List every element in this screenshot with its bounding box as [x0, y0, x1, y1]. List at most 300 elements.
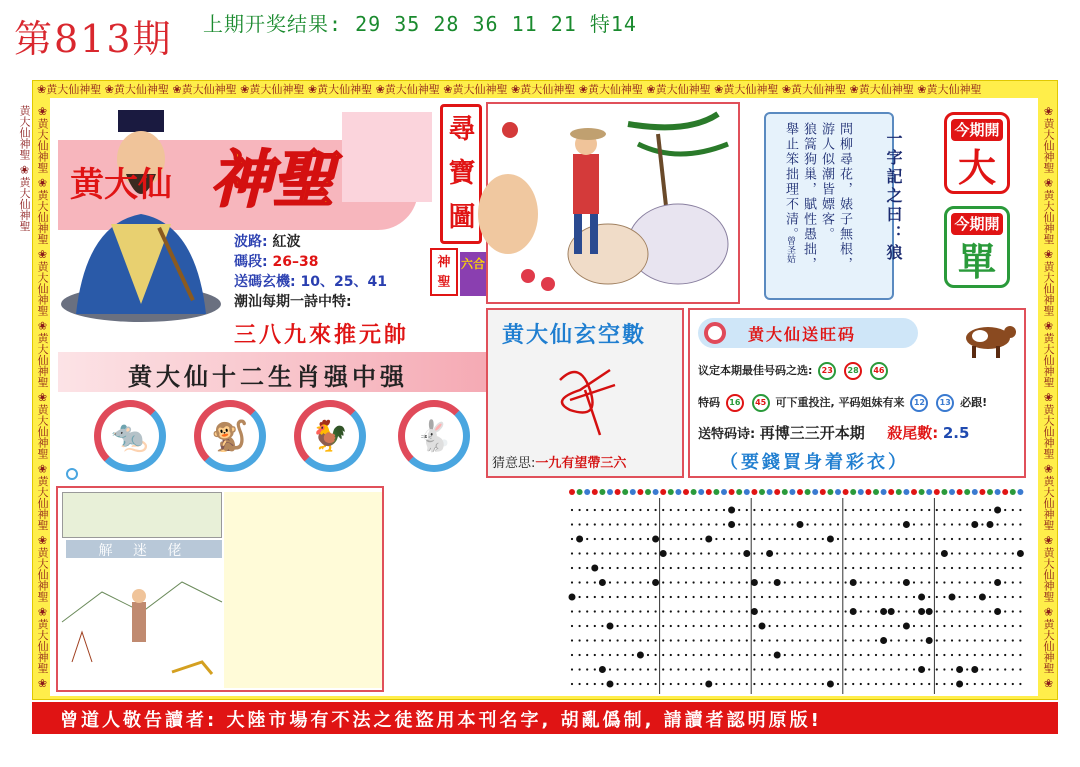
grid-header-dot: [865, 489, 871, 495]
grid-dot: [997, 552, 999, 554]
grid-dot: [989, 668, 991, 670]
grid-dot: [875, 552, 877, 554]
grid-dot: [974, 552, 976, 554]
grid-dot: [989, 639, 991, 641]
grid-dot: [936, 668, 938, 670]
grid-dot: [799, 596, 801, 598]
grid-dot: [624, 567, 626, 569]
grid-dot: [769, 509, 771, 511]
grid-dot: [890, 625, 892, 627]
grid-dot: [921, 567, 923, 569]
grid-dot: [807, 625, 809, 627]
grid-header-dot: [713, 489, 719, 495]
grid-dot: [883, 668, 885, 670]
grid-dot: [883, 538, 885, 540]
grid-dot: [769, 538, 771, 540]
grid-dot: [860, 581, 862, 583]
grid-dot: [959, 509, 961, 511]
grid-dot: [601, 683, 603, 685]
grid-dot: [959, 654, 961, 656]
grid-dot: [784, 567, 786, 569]
range-value: 26–38: [272, 254, 319, 270]
grid-dot: [822, 683, 824, 685]
grid-dot: [928, 581, 930, 583]
grid-dot: [617, 538, 619, 540]
scroll-lines: [782, 122, 852, 297]
grid-dot: [655, 509, 657, 511]
grid-dot: [997, 654, 999, 656]
grid-dot: [708, 639, 710, 641]
grid-dot: [875, 683, 877, 685]
grid-dot: [890, 509, 892, 511]
grid-dot: [994, 507, 1001, 514]
grid-dot: [743, 550, 750, 557]
grid-dot: [715, 654, 717, 656]
grid-dot: [746, 610, 748, 612]
grid-dot: [579, 668, 581, 670]
grid-dot: [715, 581, 717, 583]
grid-dot: [708, 625, 710, 627]
grid-dot: [617, 567, 619, 569]
grid-dot: [943, 683, 945, 685]
yellow-note-area: [224, 492, 382, 688]
grid-dot: [705, 536, 712, 543]
god-figure-illustration: [56, 104, 226, 324]
grid-dot: [989, 509, 991, 511]
grid-dot: [852, 639, 854, 641]
grid-dot: [601, 639, 603, 641]
grid-header-dot: [827, 489, 833, 495]
grid-dot: [700, 668, 702, 670]
grid-dot: [943, 509, 945, 511]
grid-dot: [639, 538, 641, 540]
wangma-line-3: [698, 422, 969, 443]
grid-dot: [586, 567, 588, 569]
grid-dot: [845, 683, 847, 685]
grid-header-dot: [637, 489, 643, 495]
grid-header-dot: [941, 489, 947, 495]
riddle-panel: [56, 486, 384, 692]
grid-dot: [903, 623, 910, 630]
ring-icon: [704, 322, 726, 344]
grid-dot: [715, 683, 717, 685]
grid-dot: [936, 596, 938, 598]
grid-dot: [860, 683, 862, 685]
grid-dot: [601, 567, 603, 569]
grid-dot: [784, 523, 786, 525]
grid-dot: [609, 654, 611, 656]
grid-dot: [769, 668, 771, 670]
grid-dot: [761, 654, 763, 656]
grid-dot: [693, 596, 695, 598]
grid-dot: [845, 639, 847, 641]
grid-dot: [579, 552, 581, 554]
grid-dot: [898, 596, 900, 598]
grid-dot: [655, 625, 657, 627]
grid-dot: [799, 668, 801, 670]
grid-dot: [951, 552, 953, 554]
grid-dot: [784, 683, 786, 685]
grid-dot: [639, 668, 641, 670]
grid-header-dot: [919, 489, 925, 495]
grid-dot: [617, 523, 619, 525]
grid-dot: [693, 538, 695, 540]
grid-dot: [837, 596, 839, 598]
grid-dot: [761, 668, 763, 670]
frame-pattern-top: ❀黄大仙神聖 ❀黄大仙神聖 ❀黄大仙神聖 ❀黄大仙神聖 ❀黄大仙神聖 ❀黄大仙神聖 ❀黄大仙神聖 ❀黄大仙神聖 ❀黄大仙神聖 ❀黄大仙神聖 ❀黄大仙神聖 ❀黄大仙神聖 ❀黄大仙神聖 ❀黄大仙神聖: [37, 83, 982, 96]
grid-dot: [647, 596, 649, 598]
grid-dot: [936, 683, 938, 685]
grid-dot: [981, 654, 983, 656]
grid-dot: [974, 567, 976, 569]
grid-dot: [890, 683, 892, 685]
grid-dot: [670, 668, 672, 670]
last-result: 上期开奖结果: 29 35 28 36 11 21 特14: [203, 12, 637, 36]
grid-dot: [913, 639, 915, 641]
grid-dot: [981, 567, 983, 569]
grid-dot: [708, 581, 710, 583]
grid-dot: [822, 509, 824, 511]
grid-dot: [715, 538, 717, 540]
grid-header-dot: [1017, 489, 1023, 495]
grid-dot: [997, 538, 999, 540]
grid-dot: [898, 552, 900, 554]
scroll-title: 一字記之曰：狼: [884, 130, 903, 263]
grid-dot: [1012, 581, 1014, 583]
grid-dot: [715, 523, 717, 525]
grid-dot: [708, 596, 710, 598]
grid-dot: [662, 509, 664, 511]
grid-dot: [617, 654, 619, 656]
grid-dot: [951, 581, 953, 583]
grid-dot: [966, 581, 968, 583]
grid-dot: [738, 639, 740, 641]
grid-dot: [822, 639, 824, 641]
grid-dot: [677, 523, 679, 525]
open-big-label: 今期開: [951, 119, 1003, 141]
grid-dot: [639, 523, 641, 525]
poem-code-value: 再博三三开本期: [759, 424, 865, 442]
grid-dot: [903, 521, 910, 528]
grid-dot: [723, 610, 725, 612]
grid-dot: [761, 567, 763, 569]
grid-header-dot: [979, 489, 985, 495]
grid-dot: [751, 579, 758, 586]
grid-dot: [875, 581, 877, 583]
grid-dot: [769, 596, 771, 598]
grid-dot: [639, 581, 641, 583]
grid-dot: [913, 523, 915, 525]
grid-dot: [784, 538, 786, 540]
grid-dot: [898, 654, 900, 656]
grid-dot: [591, 565, 598, 572]
grid-dot: [753, 668, 755, 670]
grid-dot: [746, 581, 748, 583]
grid-dot: [715, 552, 717, 554]
grid-dot: [966, 596, 968, 598]
grid-dot: [753, 509, 755, 511]
grid-dot: [822, 596, 824, 598]
grid-dot: [624, 683, 626, 685]
grid-dot: [989, 625, 991, 627]
grid-dot: [579, 610, 581, 612]
grid-dot: [609, 552, 611, 554]
grid-dot: [875, 596, 877, 598]
grid-dot: [989, 596, 991, 598]
grid-dot: [860, 538, 862, 540]
grid-dot: [571, 581, 573, 583]
treasure-illustration: [488, 104, 738, 302]
grid-dot: [989, 581, 991, 583]
grid-dot: [875, 567, 877, 569]
grid-dot: [738, 581, 740, 583]
grid-header-dot: [569, 489, 575, 495]
grid-dot: [875, 538, 877, 540]
grid-dot: [753, 639, 755, 641]
grid-dot: [936, 552, 938, 554]
grid-dot: [981, 625, 983, 627]
grid-dot: [921, 523, 923, 525]
grid-dot: [761, 596, 763, 598]
grid-dot: [677, 538, 679, 540]
grid-dot: [837, 683, 839, 685]
grid-dot: [731, 610, 733, 612]
grid-dot: [1019, 509, 1021, 511]
grid-header-dot: [926, 489, 932, 495]
grid-dot: [837, 552, 839, 554]
grid-dot: [951, 538, 953, 540]
grid-dot: [571, 523, 573, 525]
grid-dot: [890, 596, 892, 598]
grid-dot: [647, 683, 649, 685]
grid-dot: [609, 581, 611, 583]
grid-header-dot: [653, 489, 659, 495]
grid-dot: [670, 654, 672, 656]
grid-dot: [814, 683, 816, 685]
grid-dot: [617, 625, 619, 627]
grid-dot: [738, 654, 740, 656]
grid-dot: [655, 668, 657, 670]
grid-dot: [791, 567, 793, 569]
grid-dot: [700, 683, 702, 685]
grid-dot: [989, 552, 991, 554]
grid-dot: [799, 567, 801, 569]
grid-dot: [647, 523, 649, 525]
grid-dot: [860, 625, 862, 627]
scroll-line-1: 問柳尋花，婊子無根，: [837, 122, 852, 272]
grid-dot: [837, 581, 839, 583]
grid-dot: [738, 596, 740, 598]
grid-dot: [883, 654, 885, 656]
grid-dot: [662, 625, 664, 627]
grid-dot: [890, 538, 892, 540]
grid-dot: [670, 581, 672, 583]
grid-dot: [693, 567, 695, 569]
hint-label: 送碼玄機:: [234, 274, 296, 290]
grid-dot: [1012, 523, 1014, 525]
grid-dot: [571, 610, 573, 612]
grid-dot: [807, 639, 809, 641]
grid-dot: [981, 668, 983, 670]
grid-dot: [723, 552, 725, 554]
grid-dot: [799, 610, 801, 612]
grid-dot: [601, 523, 603, 525]
grid-dot: [890, 552, 892, 554]
grid-dot: [586, 610, 588, 612]
grid-dot: [797, 521, 804, 528]
grid-dot: [943, 639, 945, 641]
grid-header-dot: [888, 489, 894, 495]
grid-header-dot: [683, 489, 689, 495]
grid-dot: [913, 538, 915, 540]
god-name: 黄大仙: [70, 165, 172, 205]
grid-dot: [928, 668, 930, 670]
rooster-icon: 🐓: [294, 400, 366, 472]
grid-dot: [731, 625, 733, 627]
grid-dot: [951, 625, 953, 627]
grid-dot: [837, 668, 839, 670]
scroll-signature: 曾圣姑: [785, 236, 795, 263]
grid-dot: [913, 625, 915, 627]
grid-dot: [571, 639, 573, 641]
monkey-icon: 🐒: [194, 400, 266, 472]
grid-dot: [943, 654, 945, 656]
grid-dot: [776, 668, 778, 670]
grid-dot: [677, 625, 679, 627]
grid-dot: [624, 538, 626, 540]
grid-dot: [943, 538, 945, 540]
grid-dot: [693, 668, 695, 670]
grid-dot: [981, 509, 983, 511]
grid-dot: [639, 567, 641, 569]
grid-dot: [921, 509, 923, 511]
grid-header-dot: [995, 489, 1001, 495]
grid-dot: [926, 608, 933, 615]
zodiac-banner-text: 黄大仙十二生肖强中强: [128, 362, 408, 391]
grid-header-dot: [843, 489, 849, 495]
grid-dot: [1012, 639, 1014, 641]
grid-dot: [829, 567, 831, 569]
grid-dot: [594, 509, 596, 511]
grid-header-dot: [729, 489, 735, 495]
wangma-line-1: [698, 362, 890, 380]
grid-dot: [974, 610, 976, 612]
grid-dot: [883, 581, 885, 583]
wangma-title: 黄大仙送旺码: [748, 325, 857, 344]
grid-dot: [693, 610, 695, 612]
grid-dot: [647, 625, 649, 627]
grid-dot: [700, 552, 702, 554]
grid-dot: [662, 523, 664, 525]
grid-dot: [662, 596, 664, 598]
frame-pattern-left: ❀黄大仙神聖 ❀黄大仙神聖 ❀黄大仙神聖 ❀黄大仙神聖 ❀黄大仙神聖 ❀黄大仙神聖 ❀黄大仙神聖 ❀黄大仙神聖 ❀黄大仙神聖 ❀黄大仙神聖: [18, 105, 49, 690]
grid-dot: [769, 523, 771, 525]
grid-dot: [913, 654, 915, 656]
grid-dot: [761, 509, 763, 511]
grid-dot: [928, 596, 930, 598]
grid-dot: [571, 552, 573, 554]
grid-dot: [700, 625, 702, 627]
grid-dot: [746, 509, 748, 511]
grid-dot: [746, 683, 748, 685]
grid-dot: [1019, 596, 1021, 598]
grid-header-dot: [1010, 489, 1016, 495]
special-label: 特码: [698, 396, 720, 409]
grid-dot: [913, 610, 915, 612]
grid-dot: [905, 509, 907, 511]
grid-header-dot: [805, 489, 811, 495]
grid-dot: [928, 567, 930, 569]
grid-header-dot: [630, 489, 636, 495]
grid-dot: [814, 668, 816, 670]
grid-dot: [660, 550, 667, 557]
grid-dot: [774, 652, 781, 659]
grid-dot: [814, 552, 816, 554]
guess-label: 猜意思:: [492, 456, 536, 471]
grid-dot: [829, 654, 831, 656]
grid-dot: [928, 523, 930, 525]
grid-dot: [617, 596, 619, 598]
grid-dot: [571, 625, 573, 627]
grid-dot: [989, 654, 991, 656]
grid-dot: [845, 523, 847, 525]
grid-dot: [883, 596, 885, 598]
grid-dot: [746, 625, 748, 627]
grid-dot: [860, 639, 862, 641]
grid-dot: [738, 523, 740, 525]
open-single-card: [944, 206, 1010, 288]
grid-dot: [913, 683, 915, 685]
grid-dot: [723, 654, 725, 656]
grid-dot: [966, 509, 968, 511]
bullet-icon: [66, 468, 78, 480]
grid-dot: [905, 654, 907, 656]
grid-dot: [1019, 523, 1021, 525]
grid-dot: [594, 625, 596, 627]
grid-dot: [1019, 683, 1021, 685]
grid-dot: [655, 567, 657, 569]
grid-dot: [731, 581, 733, 583]
frame-pattern-right: ❀黄大仙神聖 ❀黄大仙神聖 ❀黄大仙神聖 ❀黄大仙神聖 ❀黄大仙神聖 ❀黄大仙神聖 ❀黄大仙神聖 ❀黄大仙神聖 ❀: [1042, 105, 1055, 690]
open-single-value: 單: [957, 239, 996, 284]
grid-dot: [715, 567, 717, 569]
grid-dot: [601, 538, 603, 540]
grid-dot: [652, 536, 659, 543]
grid-dot: [1004, 581, 1006, 583]
poem-code-label: 送特码诗:: [698, 427, 756, 442]
grid-dot: [913, 509, 915, 511]
grid-dot: [579, 683, 581, 685]
grid-dot: [655, 523, 657, 525]
grid-dot: [898, 625, 900, 627]
xuankong-title: 黄大仙玄空數: [502, 323, 647, 348]
grid-dot: [609, 509, 611, 511]
grid-dot: [867, 509, 869, 511]
grid-dot: [860, 596, 862, 598]
riddle-title: 解 迷 佬: [66, 540, 222, 558]
grid-dot: [827, 536, 834, 543]
grid-dot: [586, 654, 588, 656]
grid-header-dot: [645, 489, 651, 495]
grid-dot: [647, 610, 649, 612]
grid-header-dot: [957, 489, 963, 495]
grid-dot: [738, 610, 740, 612]
grid-dot: [609, 668, 611, 670]
grid-dot: [936, 581, 938, 583]
grid-dot: [693, 581, 695, 583]
grid-dot: [571, 668, 573, 670]
grid-dot: [670, 683, 672, 685]
